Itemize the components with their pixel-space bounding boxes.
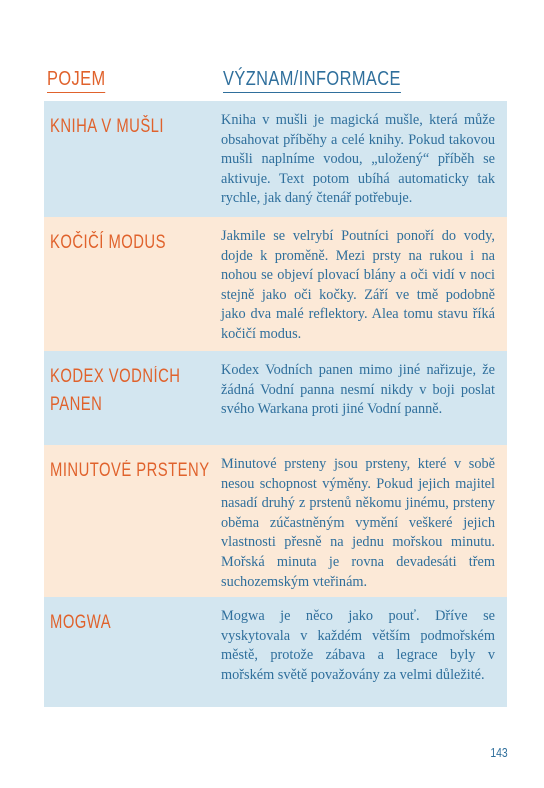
term-label: KOČIČÍ MODUS bbox=[50, 232, 166, 253]
term-description: Mogwa je něco jako pouť. Dříve se vyskytovala v každém větším podmořském městě, protože zábava a legrace byly v mořském světě považovány za velmi důležité. bbox=[221, 608, 495, 683]
term-label: MOGWA bbox=[50, 612, 112, 633]
table-row bbox=[44, 351, 507, 445]
column-header-meaning: VÝZNAM/INFORMACE bbox=[223, 68, 401, 93]
term-label: KNIHA V MUŠLI bbox=[50, 116, 164, 137]
term-description: Minutové prsteny jsou prsteny, které v sobě nesou schopnost výměny. Pokud jejich majitel nasadí druhý z prstenů někomu jinému, prsteny oběma zúčastněným vymění veškeré jejich vlastnosti přesně na jednu mořskou minutu. Mořská minuta je rovna devadesáti třem suchozemským vteřinám. bbox=[221, 456, 495, 590]
table-row bbox=[44, 445, 507, 597]
term-description: Kodex Vodních panen mimo jiné nařizuje, že žádná Vodní panna nesmí nikdy v boji poslat svého Warkana proti jiné Vodní panně. bbox=[221, 362, 495, 418]
column-header-term: POJEM bbox=[47, 68, 106, 93]
table-row bbox=[44, 597, 507, 707]
term-label: MINUTOVÉ PRSTENY bbox=[50, 460, 210, 481]
term-label: KODEX VODNÍCH PANEN bbox=[50, 366, 181, 415]
page-number: 143 bbox=[490, 745, 508, 760]
term-description: Jakmile se velrybí Poutníci ponoří do vody, dojde k proměně. Mezi prsty na rukou i na nohou se objeví plovací blány a oči vidí v noci stejně jako oči kočky. Září ve tmě podobně jako dva malé reflektory. Alea tomu stavu říká kočičí modus. bbox=[221, 228, 495, 342]
term-description: Kniha v mušli je magická mušle, která může obsahovat příběhy a celé knihy. Pokud takovou mušli naplníme vodou, „uložený“ příběh se aktivuje. Text potom ubíhá automaticky tak rychle, jak daný čtenář potřebuje. bbox=[221, 112, 495, 207]
table-row bbox=[44, 101, 507, 217]
table-header bbox=[47, 68, 507, 98]
table-row bbox=[44, 217, 507, 351]
glossary-table bbox=[44, 101, 507, 707]
